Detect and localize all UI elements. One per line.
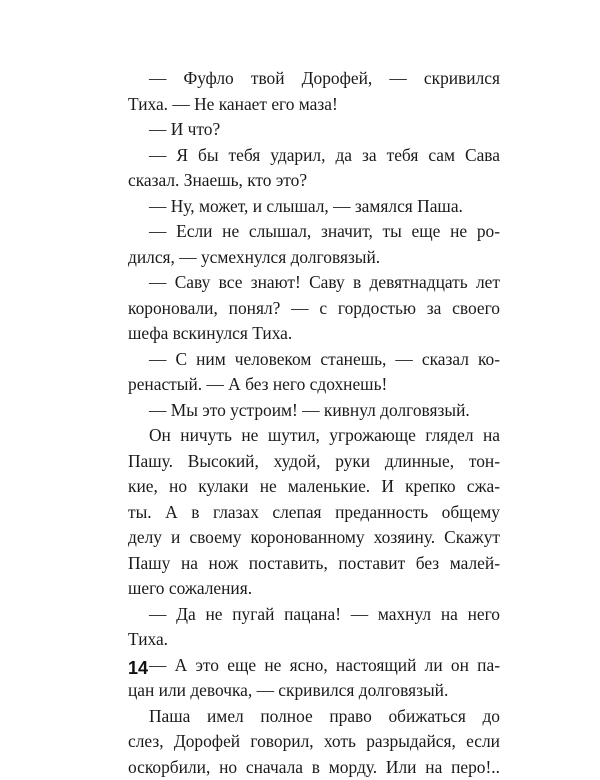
text-line: — Да не пугай пацана! — махнул на него	[128, 602, 500, 628]
paragraph	[128, 117, 500, 143]
text-line: оскорбили, но сначала в морду. Или на перо!..	[128, 755, 500, 780]
text-line: — С ним человеком станешь, — сказал ко-	[128, 347, 500, 373]
text-line: — Мы это устроим! — кивнул долговязый.	[128, 398, 500, 424]
text-line: Паша имел полное право обижаться до	[128, 704, 500, 730]
paragraph	[128, 423, 500, 602]
text-line: Тиха. — Не канает его маза!	[128, 92, 500, 118]
text-line: дился, — усмехнулся долговязый.	[128, 245, 500, 271]
paragraph	[128, 66, 500, 117]
text-line: — Фуфло твой Дорофей, — скривился	[128, 66, 500, 92]
text-line: кие, но кулаки не маленькие. И крепко сжа-	[128, 474, 500, 500]
paragraph	[128, 347, 500, 398]
paragraph	[128, 704, 500, 780]
text-line: Пашу. Высокий, худой, руки длинные, тон-	[128, 449, 500, 475]
text-line: шефа вскинулся Тиха.	[128, 321, 500, 347]
paragraph	[128, 398, 500, 424]
paragraph	[128, 194, 500, 220]
text-line: Он ничуть не шутил, угрожающе глядел на	[128, 423, 500, 449]
paragraph	[128, 653, 500, 704]
text-line: — Если не слышал, значит, ты еще не ро-	[128, 219, 500, 245]
text-line: цан или девочка, — скривился долговязый.	[128, 678, 500, 704]
text-line: ренастый. — А без него сдохнешь!	[128, 372, 500, 398]
paragraph	[128, 602, 500, 653]
text-line: — А это еще не ясно, настоящий ли он па-	[128, 653, 500, 679]
text-line: Пашу на нож поставить, поставит без малей-	[128, 551, 500, 577]
text-line: делу и своему коронованному хозяину. Скажут	[128, 525, 500, 551]
text-line: слез, Дорофей говорил, хоть разрыдайся, если	[128, 729, 500, 755]
page-number: 14	[128, 658, 148, 679]
text-line: Тиха.	[128, 627, 500, 653]
paragraph	[128, 270, 500, 347]
text-line: короновали, понял? — с гордостью за своего	[128, 296, 500, 322]
text-line: шего сожаления.	[128, 576, 500, 602]
paragraph	[128, 143, 500, 194]
text-line: ты. А в глазах слепая преданность общему	[128, 500, 500, 526]
text-line: — И что?	[128, 117, 500, 143]
text-line: сказал. Знаешь, кто это?	[128, 168, 500, 194]
text-line: — Саву все знают! Саву в девятнадцать лет	[128, 270, 500, 296]
paragraph	[128, 219, 500, 270]
text-line: — Я бы тебя ударил, да за тебя сам Сава	[128, 143, 500, 169]
body-text	[128, 66, 500, 780]
text-line: — Ну, может, и слышал, — замялся Паша.	[128, 194, 500, 220]
